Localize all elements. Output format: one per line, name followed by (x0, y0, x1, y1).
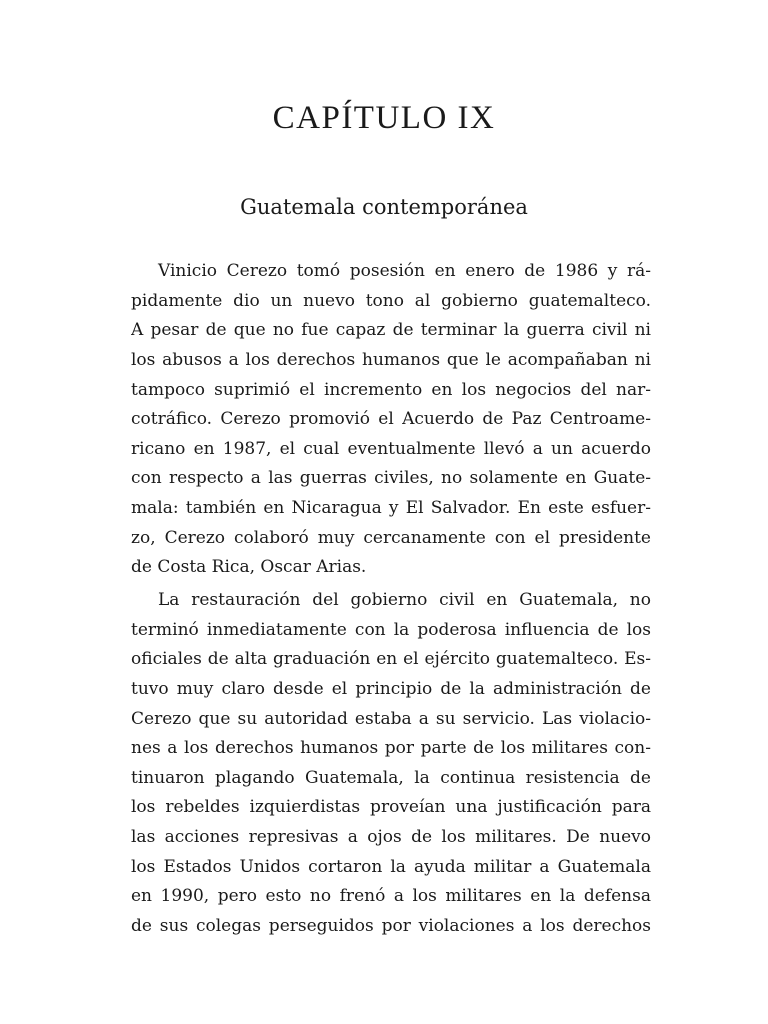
text-line: con respecto a las guerras civiles, no solamente en Guate- (131, 468, 651, 489)
text-line: oficiales de alta graduación en el ejército guatemalteco. Es- (131, 649, 651, 670)
text-line: A pesar de que no fue capaz de terminar la guerra civil ni (131, 320, 651, 341)
text-line: Cerezo que su autoridad estaba a su servicio. Las violacio- (131, 708, 651, 729)
text-line: nes a los derechos humanos por parte de los militares con- (131, 738, 651, 759)
paragraph-2 (131, 586, 651, 942)
text-line: los rebeldes izquierdistas proveían una justificación para (131, 797, 651, 818)
paragraph-1 (131, 257, 651, 583)
text-line: tinuaron plagando Guatemala, la continua resistencia de (131, 767, 651, 788)
section-title: Guatemala contemporánea (240, 195, 528, 219)
text-line: tampoco suprimió el incremento en los negocios del nar- (131, 379, 651, 400)
text-line: ricano en 1987, el cual eventualmente llevó a un acuerdo (131, 438, 651, 459)
text-line: Vinicio Cerezo tomó posesión en enero de 1986 y rá- (158, 261, 651, 281)
text-line: mala: también en Nicaragua y El Salvador. En este esfuer- (131, 498, 651, 519)
text-line: los Estados Unidos cortaron la ayuda militar a Guatemala (131, 856, 651, 877)
chapter-title: CAPÍTULO IX (272, 100, 496, 136)
text-line: de Costa Rica, Oscar Arias. (131, 557, 367, 578)
text-line: las acciones represivas a ojos de los militares. De nuevo (131, 827, 651, 848)
text-line: La restauración del gobierno civil en Guatemala, no (158, 590, 651, 610)
text-line: de sus colegas perseguidos por violaciones a los derechos (131, 916, 651, 937)
text-line: cotráfico. Cerezo promovió el Acuerdo de Paz Centroame- (131, 409, 651, 430)
text-line: pidamente dio un nuevo tono al gobierno guatemalteco. (131, 290, 651, 311)
text-line: los abusos a los derechos humanos que le acompañaban ni (131, 349, 651, 370)
text-line: tuvo muy claro desde el principio de la administración de (131, 678, 651, 699)
text-line: zo, Cerezo colaboró muy cercanamente con el presidente (131, 527, 651, 548)
text-line: en 1990, pero esto no frenó a los militares en la defensa (131, 886, 651, 907)
text-line: terminó inmediatamente con la poderosa influencia de los (131, 619, 651, 640)
